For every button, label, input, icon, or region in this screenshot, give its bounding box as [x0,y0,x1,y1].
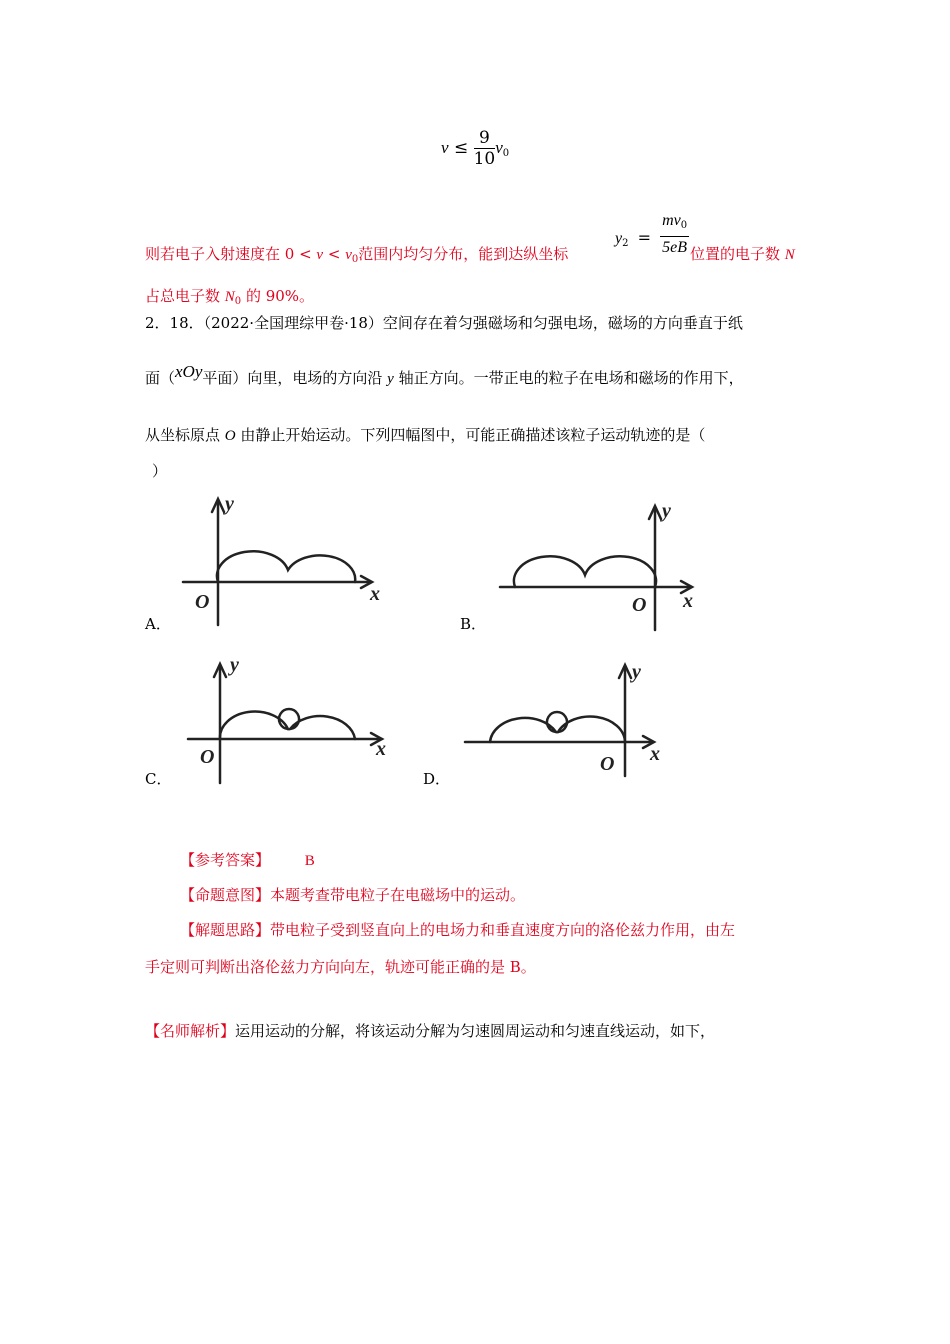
option-a-figure [175,490,395,630]
question-line3-b: 由静止开始运动。下列四幅图中，可能正确描述该粒子运动轨迹的是（ [235,426,706,444]
para1-frac-num-sub: 0 [680,220,688,231]
formula-op: ≤ [453,138,469,158]
origin-label: O [195,591,210,613]
axis-x-label: x [650,743,660,765]
answer-intent-text: 本题考查带电粒子在电磁场中的运动。 [270,886,526,904]
axis-x-label: x [683,590,693,612]
formula-numerator: 9 [474,128,496,149]
trajectory [217,551,355,582]
axis-x-label: x [376,738,386,760]
answer-intent [180,884,525,905]
para1-v0: v [345,247,352,263]
trajectory [514,556,656,587]
origin-label: O [200,746,215,768]
para1-y2-sub: 2 [622,237,629,249]
axis-y-label: y [662,500,671,522]
question-line2 [145,362,744,388]
para1-fraction [660,210,689,258]
para1-y2-formula [615,210,689,258]
option-c-label: C． [145,770,172,788]
answer-intent-tag: 【命题意图】 [180,886,271,904]
origin-label: O [632,594,647,616]
answer-idea-line1 [180,919,735,940]
axis-y-label: y [225,493,234,515]
option-d-label: D． [423,770,451,788]
option-b-label: B． [460,615,487,633]
question-y: y [387,371,394,387]
origin-label: O [600,753,615,775]
para1-line2 [145,285,314,307]
para1-eq: = [637,227,651,247]
para1-text-a: 则若电子入射速度在 0 < [145,245,317,263]
formula-var: v [495,138,503,157]
trajectory [220,709,355,739]
answer-ref [180,849,315,870]
axis-y-label: y [230,654,239,676]
para1-v: v [316,247,324,263]
question-xoy: xOy [175,362,203,381]
para1-text-d: 位置的电子数 [690,245,785,263]
answer-ref-tag: 【参考答案】 [180,851,271,869]
question-line3 [145,424,705,445]
question-O: O [224,428,236,444]
axis-y-label: y [632,661,641,683]
answer-idea-text-1: 带电粒子受到竖直向上的电场力和垂直速度方向的洛伦兹力作用，由左 [270,921,736,939]
answer-ref-value: B [304,853,315,869]
answer-teacher-text: 运用运动的分解，将该运动分解为匀速圆周运动和匀速直线运动，如下， [235,1022,716,1040]
para1-line1-tail [690,243,795,264]
answer-idea-tag: 【解题思路】 [180,921,271,939]
para1-line2-b: 的 90%。 [241,287,315,305]
formula-denominator: 10 [473,149,496,169]
answer-teacher [145,1020,715,1041]
question-line2-b: 平面）向里，电场的方向沿 [202,369,388,387]
para1-N0: N [224,289,235,305]
question-line3-a: 从坐标原点 [145,426,225,444]
answer-idea-line2: 手定则可判断出洛伦兹力方向向左，轨迹可能正确的是 B。 [145,958,536,976]
para1-frac-num-text: mv [662,212,681,229]
para1-text-c: 范围内均匀分布，能到达纵坐标 [358,245,569,263]
para1-N0-sub: 0 [234,296,242,307]
question-line2-a: 面（ [145,369,176,387]
para1-line2-a: 占总电子数 [145,287,225,305]
question-line1: 2．18．（2022·全国理综甲卷·18）空间存在着匀强磁场和匀强电场，磁场的方向垂直于纸 [145,314,743,332]
formula-top [441,128,509,169]
formula-lhs: v [441,138,449,157]
option-b-figure [495,495,715,635]
option-d-figure [460,648,680,788]
para1-y2: y [615,229,623,247]
question-line4: ） [152,462,168,480]
formula-fraction [474,128,496,169]
para1-frac-den-text: 5eB [662,239,688,256]
option-a-label: A． [145,615,171,633]
formula-sub: 0 [502,148,510,159]
para1-N: N [784,247,795,263]
option-c-figure [180,645,400,785]
answer-teacher-tag: 【名师解析】 [145,1022,236,1040]
para1-frac-num [660,210,689,237]
para1-v0-sub: 0 [351,254,359,265]
para1-text-b: < [323,245,346,263]
question-line2-c: 轴正方向。一带正电的粒子在电场和磁场的作用下， [393,369,744,387]
para1-frac-den [660,237,689,258]
trajectory [490,712,625,742]
para1-line1 [145,243,568,265]
axis-x-label: x [370,583,380,605]
